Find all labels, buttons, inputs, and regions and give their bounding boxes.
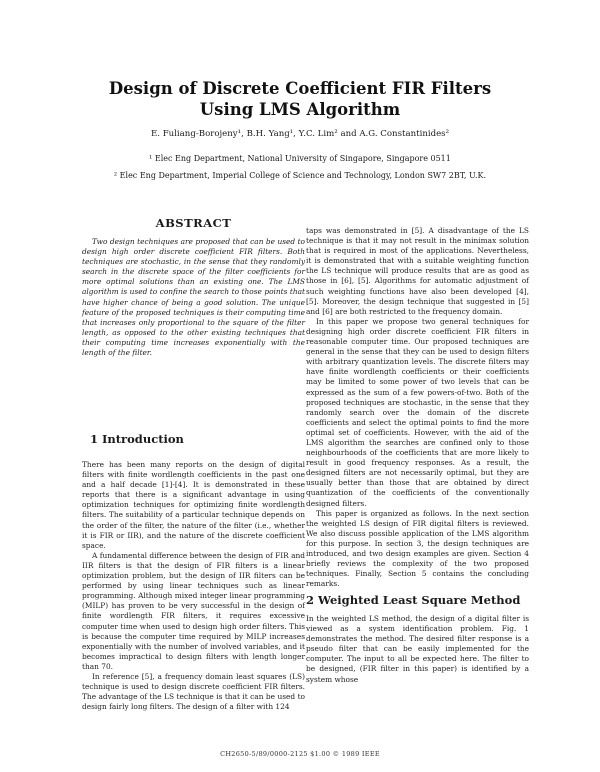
abstract-body: [82, 237, 305, 358]
abstract-text: Two design techniques are proposed that can be used to design high order discrete coefficient FIR filters. Both techniques are stochastic, in the sense that they randomly search in the discrete space of the filter coefficients for more optimal solutions than an existing one. The LMS algorithm is used to confine the search to those points that have higher chance of being a good solution. The unique feature of the proposed techniques is their computing time that increases only proportional to the square of the filter length, as opposed to the other existing techniques that their computing time increases exponentially with the length of the filter.: [82, 237, 305, 358]
section-1-paragraph: A fundamental difference between the design of FIR and IIR filters is that the design of FIR filters is a linear optimization problem, but the design of IIR filters can be performed by using linear techniques such as linear programming. Although mixed integer linear programming (MILP) has proven to be very successful in the design of finite wordlength FIR filters, it requires excessive computer time when used to design high order filters. This is because the computer time required by MILP increases exponentially with the number of involved variables, and it becomes impractical to design filters with length longer than 70.: [82, 550, 305, 671]
paper-title-line-2: Using LMS Algorithm: [199, 100, 401, 119]
author-list: E. Fuliang-Borojeny¹, B.H. Yang¹, Y.C. Lim² and A.G. Constantinides²: [150, 129, 450, 139]
right-column-paragraph: This paper is organized as follows. In the next section the weighted LS design of FIR digital filters is reviewed. We also discuss possible application of the LMS algorithm for this purpose. In section 3, the design techniques are introduced, and two design examples are given. Section 4 briefly reviews the complexity of the two proposed techniques. Finally, Section 5 contains the concluding remarks.: [306, 508, 529, 589]
section-1-paragraph: There has been many reports on the design of digital filters with finite wordlength coefficients in the past one and a half decade [1]-[4]. It is demonstrated in these reports that there is a significant advantage in using optimization techniques for optimizing finite wordlength filters. The suitability of a particular technique depends on the order of the filter, the nature of the filter (i.e., whether it is FIR or IIR), and the nature of the discrete coefficient space.: [82, 460, 305, 550]
right-column-intro-continued: [306, 226, 529, 589]
affiliation-1: ¹ Elec Eng Department, National University of Singapore, Singapore 0511: [149, 154, 451, 163]
paper-title-line-1: Design of Discrete Coefficient FIR Filters: [108, 79, 492, 98]
right-column-paragraph: In this paper we propose two general techniques for designing high order discrete coefficient FIR filters in reasonable computer time. Our proposed techniques are general in the sense that they can be used to design filters with arbitrary quantization levels. The discrete filters may have finite wordlength coefficients or their coefficients may be limited to some power of two levels that can be expressed as the sum of a few powers-of-two. Both of the proposed techniques are stochastic, in the sense that they randomly search over the domain of the discrete coefficients and select the optimal points to find the more optimal set of coefficients. However, with the aid of the LMS algorithm the searches are confined only to those neighbourhoods of the coefficients that are more likely to result in good frequency responses. As a result, the designed filters are not necessarily optimal, but they are usually better than those that are obtained by direct quantization of the coefficients of the conventionally designed filters.: [306, 316, 529, 508]
section-1-heading: 1 Introduction: [90, 432, 184, 446]
section-1-body: [82, 460, 305, 712]
affiliation-2: ² Elec Eng Department, Imperial College of Science and Technology, London SW7 2BT, U.K.: [113, 171, 487, 180]
section-1-paragraph: In reference [5], a frequency domain least squares (LS) technique is used to design discrete coefficient FIR filters. The advantage of the LS technique is that it can be used to design fairly long filters. The design of a filter with 124: [82, 671, 305, 712]
section-2-heading: 2 Weighted Least Square Method: [306, 593, 521, 607]
page-footer: CH2650-5/89/0000-2125 $1.00 © 1989 IEEE: [220, 750, 380, 758]
right-column-paragraph: taps was demonstrated in [5]. A disadvantage of the LS technique is that it may not result in the minimax solution that is required in most of the applications. Nevertheless, it is demonstrated that with a suitable weighting function the LS technique will produce results that are as good as those in [6], [5]. Algorithms for automatic adjustment of such weighting functions have also been developed [4], [5]. Moreover, the design technique that suggested in [5] and [6] are both restricted to the frequency domain.: [306, 226, 529, 316]
section-2-body: [306, 614, 529, 685]
section-2-paragraph: In the weighted LS method, the design of a digital filter is viewed as a system identification problem. Fig. 1 demonstrates the method. The desired filter response is a pseudo filter that can be easily implemented for the computer. The input to all be expected here. The filter to be designed, (FIR filter in this paper) is identified by a system whose: [306, 614, 529, 684]
abstract-heading: ABSTRACT: [155, 216, 232, 230]
